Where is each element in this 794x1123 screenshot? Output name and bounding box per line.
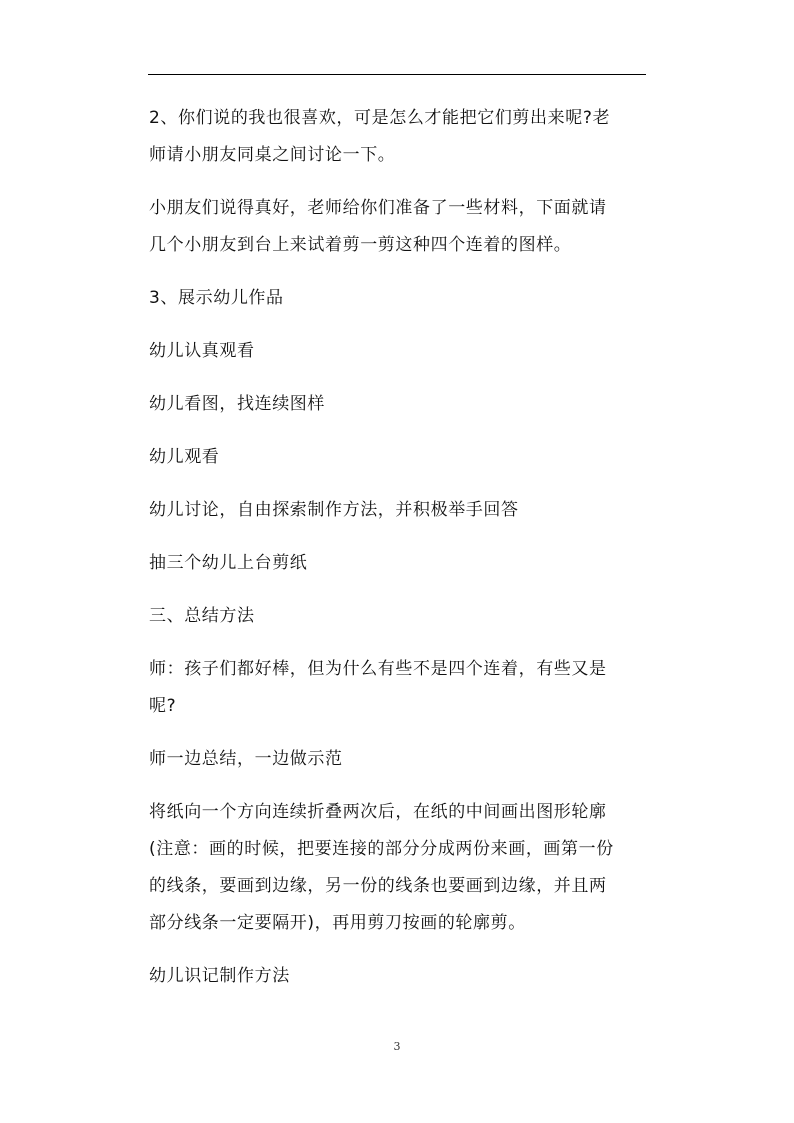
text-line: 师：孩子们都好棒，但为什么有些不是四个连着，有些又是 xyxy=(149,659,607,679)
text-line: 将纸向一个方向连续折叠两次后，在纸的中间画出图形轮廓 xyxy=(149,802,607,822)
text-line: 部分线条一定要隔开)，再用剪刀按画的轮廓剪。 xyxy=(149,913,526,933)
text-line: 呢? xyxy=(149,696,177,716)
paragraph-materials xyxy=(149,190,649,264)
text-line: 2、你们说的我也很喜欢，可是怎么才能把它们剪出来呢?老 xyxy=(149,108,611,128)
paragraph: 师一边总结，一边做示范 xyxy=(149,749,343,769)
paragraph: 幼儿讨论，自由探索制作方法，并积极举手回答 xyxy=(149,500,519,520)
paragraph-discussion xyxy=(149,100,649,174)
text-line: (注意：画的时候，把要连接的部分分成两份来画，画第一份 xyxy=(149,839,614,859)
header-rule xyxy=(148,74,646,75)
section-heading: 三、总结方法 xyxy=(149,606,255,626)
paragraph: 抽三个幼儿上台剪纸 xyxy=(149,553,308,573)
text-line: 小朋友们说得真好，老师给你们准备了一些材料，下面就请 xyxy=(149,198,607,218)
paragraph: 幼儿看图，找连续图样 xyxy=(149,394,325,414)
paragraph: 幼儿观看 xyxy=(149,447,220,467)
text-line: 的线条，要画到边缘，另一份的线条也要画到边缘，并且两 xyxy=(149,876,607,896)
section-heading: 3、展示幼儿作品 xyxy=(149,288,284,308)
paragraph-method xyxy=(149,794,649,942)
paragraph: 幼儿认真观看 xyxy=(149,341,255,361)
text-line: 师请小朋友同桌之间讨论一下。 xyxy=(149,145,396,165)
paragraph-teacher-question xyxy=(149,651,649,725)
paragraph: 幼儿识记制作方法 xyxy=(149,966,290,986)
text-line: 几个小朋友到台上来试着剪一剪这种四个连着的图样。 xyxy=(149,235,572,255)
document-body xyxy=(149,100,649,995)
page-number: 3 xyxy=(393,1040,401,1053)
